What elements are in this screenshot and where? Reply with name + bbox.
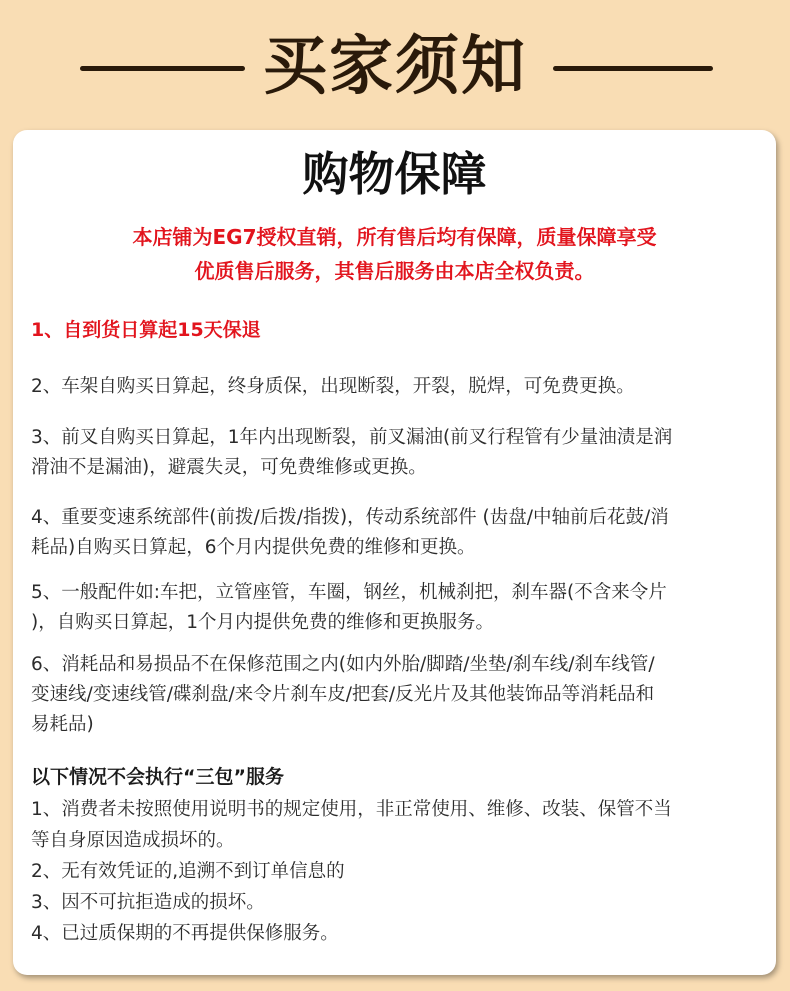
item-line: 滑油不是漏油)，避震失灵，可免费维修或更换。 [31, 457, 427, 478]
exclusion-item: 等自身原因造成损坏的。 [31, 830, 235, 851]
guarantee-item-drivetrain [31, 503, 766, 563]
page-header [0, 22, 790, 112]
item-line: 3、前叉自购买日算起，1年内出现断裂，前叉漏油(前叉行程管有少量油渍是润 [31, 427, 673, 448]
item-line: 耗品)自购买日算起，6个月内提供免费的维修和更换。 [31, 537, 476, 558]
item-line: 4、重要变速系统部件(前拨/后拨/指拨)，传动系统部件 (齿盘/中轴前后花鼓/消 [31, 507, 669, 528]
item-line: 变速线/变速线管/碟刹盘/来令片刹车皮/把套/反光片及其他装饰品等消耗品和 [31, 684, 655, 705]
guarantee-item-consumables [31, 650, 766, 740]
intro-line: 优质售后服务，其售后服务由本店全权负责。 [194, 259, 595, 283]
header-divider-right [553, 66, 713, 71]
item-line: 1、自到货日算起15天保退 [31, 319, 261, 341]
guarantee-item-parts [31, 578, 766, 638]
exclusions-list [31, 794, 766, 949]
intro-text [13, 220, 776, 288]
page-title: 买家须知 [263, 30, 527, 104]
item-line: 易耗品) [31, 714, 94, 735]
item-line: )，自购买日算起，1个月内提供免费的维修和更换服务。 [31, 612, 494, 633]
item-line: 5、一般配件如:车把，立管座管，车圈，钢丝，机械刹把，刹车器(不含来令片 [31, 582, 667, 603]
guarantee-card [13, 130, 776, 975]
guarantee-item-return [31, 315, 766, 345]
header-divider-left [80, 66, 245, 71]
exclusion-item: 1、消费者未按照使用说明书的规定使用，非正常使用、维修、改装、保管不当 [31, 799, 672, 820]
exclusion-item: 2、无有效凭证的,追溯不到订单信息的 [31, 861, 345, 882]
exclusion-item: 4、已过质保期的不再提供保修服务。 [31, 923, 339, 944]
exclusion-item: 3、因不可抗拒造成的损坏。 [31, 892, 265, 913]
exclusions-title: 以下情况不会执行“三包”服务 [31, 766, 284, 788]
intro-line: 本店铺为EG7授权直销，所有售后均有保障，质量保障享受 [132, 225, 657, 249]
item-line: 6、消耗品和易损品不在保修范围之内(如内外胎/脚踏/坐垫/刹车线/刹车线管/ [31, 654, 655, 675]
guarantee-item-fork [31, 423, 766, 483]
item-line: 2、车架自购买日算起，终身质保，出现断裂，开裂，脱焊，可免费更换。 [31, 376, 635, 397]
card-title: 购物保障 [302, 147, 487, 201]
guarantee-item-frame [31, 372, 766, 402]
